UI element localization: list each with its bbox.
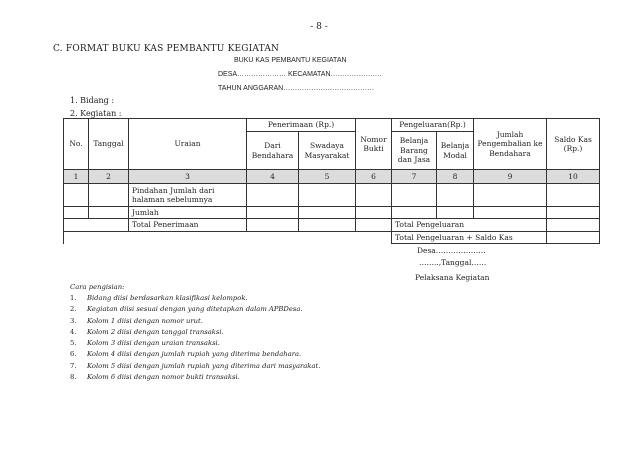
col-header-uraian: Uraian [129, 119, 247, 170]
group-header-pengeluaran: Pengeluaran(Rp.) [392, 119, 474, 132]
list-item: 2. Kegiatan diisi sesuai dengan yang ditetapkan dalam APBDesa. [70, 305, 303, 314]
table-row [64, 207, 600, 219]
list-item: 4. Kolom 2 diisi dengan tanggal transaksi. [70, 327, 224, 336]
page-number: - 8 - [310, 22, 328, 32]
table-row [64, 184, 600, 207]
list-item: 5. Kolom 3 diisi dengan uraian transaksi. [70, 339, 220, 348]
list-item: 1. Bidang diisi berdasarkan klasifikasi kelompok. [70, 294, 248, 302]
ledger-village-district: DESA………………… KECAMATAN…………………. [218, 71, 382, 78]
table-row [64, 219, 600, 231]
list-item: 7. Kolom 5 diisi dengan jumlah rupiah yang diterima dari masyarakat. [70, 361, 321, 370]
signature-desa: Desa……………….. [417, 246, 486, 255]
col-number: 5 [299, 170, 356, 184]
ledger-fiscal-year: TAHUN ANGGARAN………………………………… [218, 85, 375, 92]
col-header-saldo-kas: Saldo Kas (Rp.) [547, 119, 600, 170]
col-number: 10 [547, 170, 600, 184]
col-header-belanja-barang: Belanja Barang dan Jasa [392, 132, 437, 170]
col-number: 3 [129, 170, 247, 184]
field-bidang: 1. Bidang : [70, 96, 115, 105]
cash-ledger-table [63, 118, 600, 244]
col-number: 9 [474, 170, 547, 184]
col-number: 2 [89, 170, 129, 184]
list-item: 8. Kolom 6 diisi dengan nomor bukti transaksi. [70, 373, 240, 382]
col-header-dari-bendahara: Dari Bendahara [247, 132, 299, 170]
col-header-nomor-bukti: Nomor Bukti [356, 119, 392, 170]
signature-date: ……..,Tanggal…… [419, 258, 487, 267]
row-label-total-pengeluaran: Total Pengeluaran [392, 219, 547, 231]
ledger-title: BUKU KAS PEMBANTU KEGIATAN [234, 57, 347, 64]
col-number: 1 [64, 170, 89, 184]
row-label-pindahan: Pindahan Jumlah dari halaman sebelumnya [129, 184, 247, 207]
col-header-no: No. [64, 119, 89, 170]
list-item: 3. Kolom 1 diisi dengan nomor urut. [70, 316, 203, 325]
section-title: C. FORMAT BUKU KAS PEMBANTU KEGIATAN [53, 44, 280, 54]
row-label-jumlah: Jumlah [129, 207, 247, 219]
signature-pelaksana: Pelaksana Kegiatan [415, 273, 490, 282]
row-label-total-penerimaan: Total Penerimaan [129, 219, 247, 231]
group-header-penerimaan: Penerimaan (Rp.) [247, 119, 356, 132]
row-label-total-pengeluaran-saldo: Total Pengeluaran + Saldo Kas [392, 231, 547, 243]
col-header-belanja-modal: Belanja Modal [437, 132, 474, 170]
instructions-list [70, 293, 320, 383]
col-header-jumlah-pengembalian: Jumlah Pengembalian ke Bendahara [474, 119, 547, 170]
table-row [64, 231, 600, 243]
col-header-swadaya: Swadaya Masyarakat [299, 132, 356, 170]
field-kegiatan: 2. Kegiatan : [70, 109, 122, 118]
list-item: 6. Kolom 4 diisi dengan jumlah rupiah yang diterima bendahara. [70, 350, 302, 359]
instructions-title: Cara pengisian: [70, 283, 125, 291]
col-number: 8 [437, 170, 474, 184]
col-header-tanggal: Tanggal [89, 119, 129, 170]
col-number: 6 [356, 170, 392, 184]
col-number: 7 [392, 170, 437, 184]
col-number: 4 [247, 170, 299, 184]
